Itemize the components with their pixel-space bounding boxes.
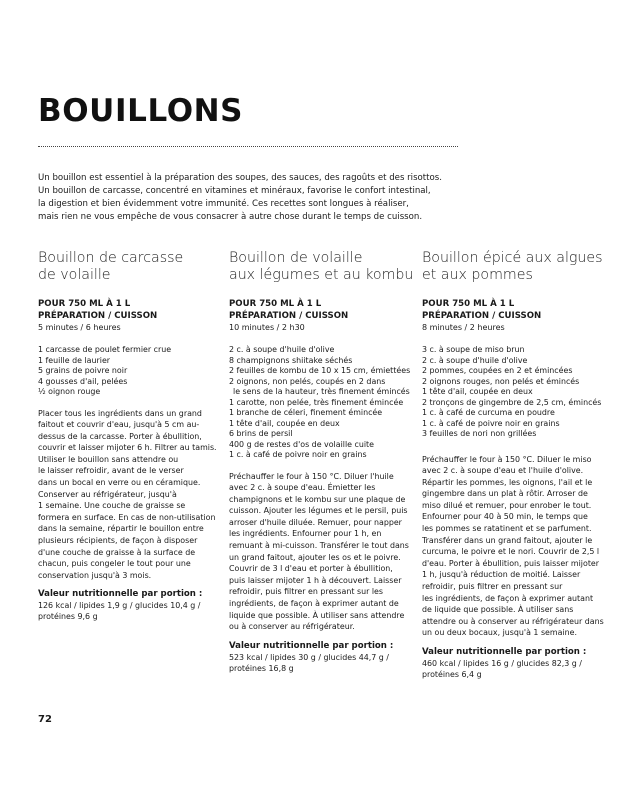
recipe-title bbox=[422, 250, 605, 284]
nutrition-line: 460 kcal / lipides 16 g / glucides 82,3 g / bbox=[422, 659, 582, 668]
intro-paragraph bbox=[38, 172, 498, 224]
page-number: 72 bbox=[38, 714, 52, 725]
step-line: arroser d'huile diluée. Remuer, pour napper bbox=[229, 517, 402, 527]
step-line: faitout et couvrir d'eau, jusqu'à 5 cm au- bbox=[38, 420, 200, 430]
step-line: formera en surface. En cas de non-utilisation bbox=[38, 512, 216, 522]
ingredient-item: 1 tête d'ail, coupée en deux bbox=[422, 387, 533, 396]
step-line: plusieurs récipients, de façon à disposer bbox=[38, 536, 198, 546]
step-line: champignons et le kombu sur une plaque de bbox=[229, 494, 406, 504]
recipe-title-line: Bouillon épicé aux algues bbox=[422, 250, 603, 266]
ingredient-item: 400 g de restes d'os de volaille cuite bbox=[229, 439, 375, 449]
step-line: dans un bocal en verre ou en céramique. bbox=[38, 478, 201, 488]
step-line: miso dilué et remuer, pour enrober le tout. bbox=[422, 500, 592, 510]
step-line: Répartir les pommes, les oignons, l'ail et le bbox=[422, 477, 593, 487]
step-line: Transférer dans un grand faitout, ajouter le bbox=[422, 535, 593, 545]
ingredient-item: 8 champignons shiitake séchés bbox=[229, 355, 353, 365]
ingredient-item: 1 c. à café de curcuma en poudre bbox=[422, 408, 555, 417]
step-line: refroidir, puis filtrer en pressant sur bbox=[422, 582, 563, 592]
step-line: Préchauffer le four à 150 °C. Diluer l'huile bbox=[229, 471, 394, 481]
step-line: remuant à mi-cuisson. Transférer le tout dans bbox=[229, 541, 409, 551]
step-line: un ou deux bocaux, jusqu'à 1 semaine. bbox=[422, 628, 577, 638]
nutrition-values bbox=[38, 600, 221, 622]
step-line: ou à conserver au réfrigérateur. bbox=[229, 622, 355, 632]
step-line: de liquide que possible. À utiliser sans bbox=[422, 605, 574, 615]
step-line: dessus de la carcasse. Porter à ébullition, bbox=[38, 431, 202, 441]
ingredient-list bbox=[229, 345, 412, 461]
page-title: BOUILLONS bbox=[38, 93, 244, 129]
step-line: couvrir et laisser mijoter 6 h. Filtrer au tamis. bbox=[38, 443, 217, 453]
recipe-yield: POUR 750 ML À 1 L bbox=[229, 299, 322, 309]
step-line: le laisser refroidir, avant de le verser bbox=[38, 466, 184, 476]
recipe-steps bbox=[422, 454, 605, 640]
intro-line: Un bouillon de carcasse, concentré en vitamines et minéraux, favorise le confort intestinal, bbox=[38, 186, 431, 196]
ingredient-item: 1 c. à café de poivre noir en grains bbox=[229, 450, 367, 459]
ingredient-item: 2 tronçons de gingembre de 2,5 cm, émincés bbox=[422, 397, 602, 407]
nutrition-values bbox=[229, 652, 412, 674]
step-line: avec 2 c. à soupe d'eau. Émietter les bbox=[229, 483, 376, 493]
recipe-epice-algues-pommes bbox=[422, 250, 605, 680]
step-line: Couvrir de 3 l d'eau et porter à ébullition, bbox=[229, 564, 393, 574]
ingredient-item: 4 gousses d'ail, pelées bbox=[38, 376, 128, 386]
ingredient-item: 6 brins de persil bbox=[229, 429, 293, 438]
step-line: liquide que possible. À utiliser sans attendre bbox=[229, 610, 405, 620]
step-line: les pommes se ratatinent et se parfument. bbox=[422, 524, 592, 534]
step-line: refroidir, puis filtrer en pressant sur les bbox=[229, 587, 383, 597]
recipe-time: 8 minutes / 2 heures bbox=[422, 323, 505, 332]
nutrition-heading: Valeur nutritionnelle par portion : bbox=[229, 640, 394, 651]
step-line: Enfourner pour 40 à 50 min, le temps que bbox=[422, 512, 588, 522]
step-line: chacun, puis congeler le tout pour une bbox=[38, 559, 191, 569]
step-line: attendre ou à conserver au réfrigérateur dans bbox=[422, 616, 604, 626]
step-line: Préchauffer le four à 150 °C. Diluer le miso bbox=[422, 454, 592, 464]
recipe-steps bbox=[38, 408, 221, 582]
step-line: ingrédients, de façon à exprimer autant de bbox=[229, 599, 399, 609]
step-line: Conserver au réfrigérateur, jusqu'à bbox=[38, 489, 177, 499]
step-line: gingembre dans un plat à rôtir. Arroser de bbox=[422, 489, 588, 499]
ingredient-item: 5 grains de poivre noir bbox=[38, 366, 128, 375]
recipe-prep-label: PRÉPARATION / CUISSON bbox=[229, 310, 349, 321]
intro-line: mais rien ne vous empêche de vous consacrer à autre chose durant le temps de cuisson. bbox=[38, 212, 423, 222]
recipe-title-line: et aux pommes bbox=[422, 267, 533, 283]
nutrition-values bbox=[422, 658, 605, 680]
step-line: curcuma, le poivre et le nori. Couvrir de 2,5 l bbox=[422, 547, 600, 557]
step-line: puis laisser mijoter 1 h à découvert. Laisser bbox=[229, 575, 402, 585]
recipe-carcasse-volaille bbox=[38, 250, 221, 622]
recipe-title-line: Bouillon de volaille bbox=[229, 250, 363, 266]
ingredient-item: 1 tête d'ail, coupée en deux bbox=[229, 418, 340, 428]
recipe-title-line: aux légumes et au kombu bbox=[229, 267, 414, 283]
step-line: 1 h, jusqu'à réduction de moitié. Laisser bbox=[422, 570, 581, 580]
ingredient-item: 3 feuilles de nori non grillées bbox=[422, 429, 537, 438]
ingredient-item: ½ oignon rouge bbox=[38, 387, 101, 396]
recipe-title bbox=[38, 250, 221, 284]
ingredient-item: 2 c. à soupe d'huile d'olive bbox=[229, 345, 335, 354]
step-line: les ingrédients. Enfourner pour 1 h, en bbox=[229, 529, 382, 539]
recipe-volaille-legumes-kombu bbox=[229, 250, 412, 674]
recipe-title-line: Bouillon de carcasse bbox=[38, 250, 184, 266]
recipe-prep-label: PRÉPARATION / CUISSON bbox=[38, 310, 158, 321]
recipe-steps bbox=[229, 471, 412, 633]
ingredient-item: 1 feuille de laurier bbox=[38, 355, 111, 365]
ingredient-item: 2 oignons, non pelés, coupés en 2 dans bbox=[229, 376, 386, 386]
step-line: un grand faitout, ajouter les os et le poivre. bbox=[229, 552, 401, 562]
step-line: Utiliser le bouillon sans attendre ou bbox=[38, 454, 179, 464]
recipe-yield: POUR 750 ML À 1 L bbox=[38, 299, 131, 309]
ingredient-item: 2 c. à soupe d'huile d'olive bbox=[422, 355, 528, 365]
ingredient-item: 1 branche de céleri, finement émincée bbox=[229, 408, 383, 417]
nutrition-line: protéines 16,8 g bbox=[229, 663, 294, 673]
step-line: les ingrédients, de façon à exprimer autant bbox=[422, 593, 594, 603]
ingredient-item: 2 pommes, coupées en 2 et émincées bbox=[422, 366, 573, 375]
ingredient-item: 2 oignons rouges, non pelés et émincés bbox=[422, 376, 580, 386]
intro-line: la digestion et bien évidemment votre immunité. Ces recettes sont longues à réaliser, bbox=[38, 199, 409, 209]
step-line: dans la semaine, répartir le bouillon entre bbox=[38, 524, 204, 534]
ingredient-list bbox=[38, 345, 221, 398]
recipe-title bbox=[229, 250, 412, 284]
ingredient-list bbox=[422, 345, 605, 440]
nutrition-line: 523 kcal / lipides 30 g / glucides 44,7 g / bbox=[229, 652, 389, 662]
step-line: Placer tous les ingrédients dans un grand bbox=[38, 408, 202, 418]
nutrition-line: protéines 9,6 g bbox=[38, 612, 98, 622]
step-line: conservation jusqu'à 3 mois. bbox=[38, 570, 152, 580]
ingredient-item: 1 carcasse de poulet fermier crue bbox=[38, 345, 172, 354]
ingredient-item: 2 feuilles de kombu de 10 x 15 cm, émiettées bbox=[229, 366, 411, 375]
step-line: d'eau. Porter à ébullition, puis laisser mijoter bbox=[422, 558, 600, 568]
recipe-time: 5 minutes / 6 heures bbox=[38, 323, 121, 332]
recipe-time: 10 minutes / 2 h30 bbox=[229, 323, 305, 332]
recipe-prep-label: PRÉPARATION / CUISSON bbox=[422, 310, 542, 321]
ingredient-item: 1 c. à café de poivre noir en grains bbox=[422, 418, 560, 428]
nutrition-heading: Valeur nutritionnelle par portion : bbox=[38, 589, 203, 600]
ingredient-item: 3 c. à soupe de miso brun bbox=[422, 345, 525, 354]
intro-line: Un bouillon est essentiel à la préparation des soupes, des sauces, des ragoûts et des risottos. bbox=[38, 173, 443, 183]
nutrition-heading: Valeur nutritionnelle par portion : bbox=[422, 647, 587, 657]
step-line: avec 2 c. à soupe d'eau et l'huile d'olive. bbox=[422, 466, 584, 476]
step-line: 1 semaine. Une couche de graisse se bbox=[38, 501, 186, 511]
dotted-divider bbox=[38, 146, 458, 147]
recipe-title-line: de volaille bbox=[38, 267, 111, 283]
nutrition-line: protéines 6,4 g bbox=[422, 670, 482, 679]
ingredient-item: le sens de la hauteur, très finement émincés bbox=[233, 387, 410, 396]
ingredient-item: 1 carotte, non pelée, très finement émincée bbox=[229, 397, 404, 407]
step-line: d'une couche de graisse à la surface de bbox=[38, 547, 196, 557]
recipe-yield: POUR 750 ML À 1 L bbox=[422, 299, 515, 309]
nutrition-line: 126 kcal / lipides 1,9 g / glucides 10,4 g / bbox=[38, 601, 201, 611]
step-line: cuisson. Ajouter les légumes et le persil, puis bbox=[229, 506, 408, 516]
